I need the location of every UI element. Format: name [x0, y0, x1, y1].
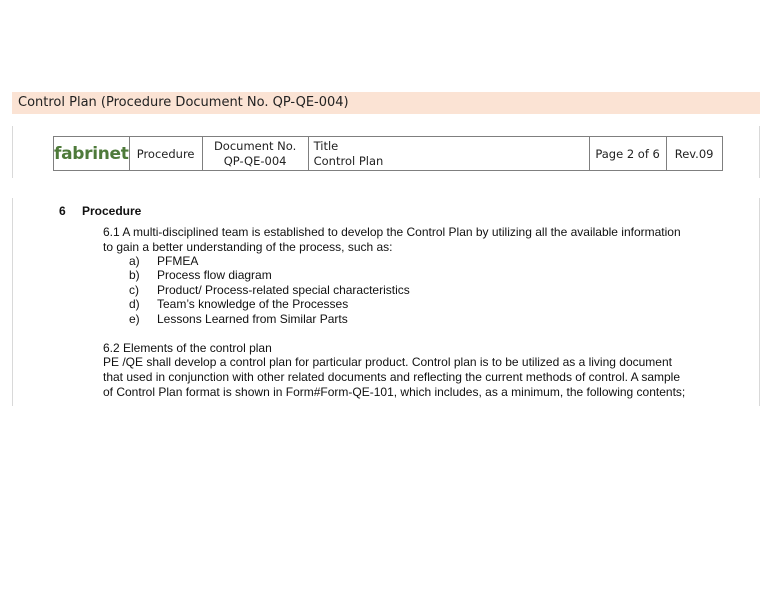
- list-item-marker: c): [129, 283, 139, 297]
- slice-left-edge: [12, 198, 13, 406]
- section-number: 6: [59, 204, 66, 218]
- list-item: Team’s knowledge of the Processes: [157, 297, 349, 311]
- page-title: Control Plan (Procedure Document No. QP-QE-004): [18, 95, 349, 110]
- doc-number-value: QP-QE-004: [223, 153, 287, 168]
- paragraph-line: that used in conjunction with other related documents and reflecting the current methods of control. A sample: [103, 370, 681, 384]
- list-item-marker: d): [129, 297, 140, 311]
- slice-right-edge: [759, 126, 760, 178]
- doc-type-cell: Procedure: [129, 137, 202, 171]
- document-header-slice: [12, 126, 760, 178]
- doc-number-cell: [202, 137, 308, 171]
- doc-title-cell: [308, 137, 589, 171]
- doc-number-label: Document No.: [213, 138, 297, 153]
- list-item: Lessons Learned from Similar Parts: [157, 312, 348, 326]
- list-item: Process flow diagram: [157, 268, 272, 282]
- page-number-cell: Page 2 of 6: [589, 137, 666, 171]
- list-item: PFMEA: [157, 254, 199, 268]
- paragraph-line: of Control Plan format is shown in Form#Form-QE-101, which includes, as a minimum, the following contents;: [103, 385, 686, 399]
- list-item: Product/ Process-related special characteristics: [157, 283, 410, 297]
- list-item-marker: e): [129, 312, 140, 326]
- document-header-table: [53, 136, 723, 171]
- paragraph-line: 6.1 A multi-disciplined team is established to develop the Control Plan by utilizing all the available information: [103, 225, 681, 239]
- section-title: Procedure: [82, 204, 142, 218]
- slice-right-edge: [759, 198, 760, 406]
- revision-cell: Rev.09: [666, 137, 722, 171]
- subsection-heading: 6.2 Elements of the control plan: [103, 341, 272, 355]
- page-title-bar: [12, 92, 760, 114]
- logo-text: fabrinet: [54, 143, 129, 164]
- doc-title-label: Title: [313, 138, 339, 153]
- slice-left-edge: [12, 126, 13, 178]
- procedure-section-slice: [12, 198, 760, 406]
- list-item-marker: b): [129, 268, 140, 282]
- paragraph-line: to gain a better understanding of the process, such as:: [103, 240, 393, 254]
- list-item-marker: a): [129, 254, 140, 268]
- company-logo: [54, 137, 130, 171]
- paragraph-line: PE /QE shall develop a control plan for particular product. Control plan is to be utilized as a living document: [103, 355, 672, 369]
- doc-title-value: Control Plan: [313, 153, 384, 168]
